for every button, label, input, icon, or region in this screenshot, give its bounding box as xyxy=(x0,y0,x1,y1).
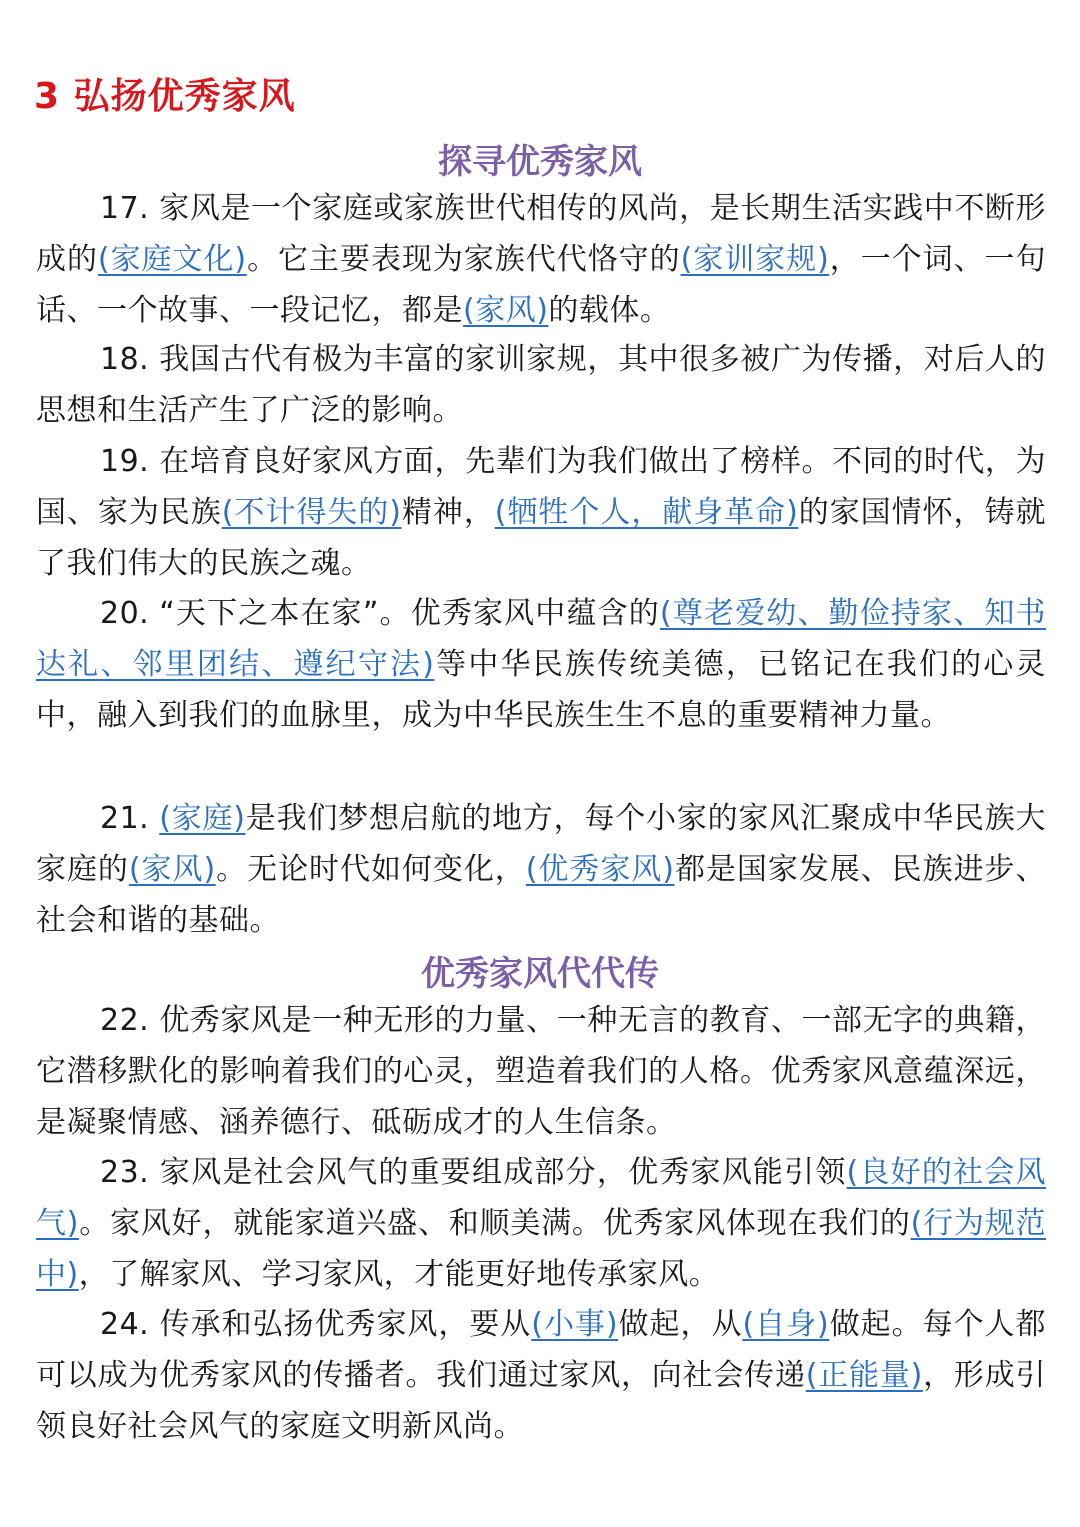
text-segment: 做起，从 xyxy=(618,1307,743,1342)
answer-blank: (家风) xyxy=(463,293,549,328)
text-segment: 做起。每个人都可以成为优秀家风的传播者。我们通过家风，向社会传递 xyxy=(36,1307,1047,1393)
text-segment: 优秀家风是一种无形的力量、一种无言的教育、一部无字的典籍，它潜移默化的影响着我们的心灵，塑造着我们的人格。优秀家风意蕴深远，是凝聚情感、涵养德行、砥砺成才的人生信条。 xyxy=(36,1003,1046,1140)
lesson-title: 3 弘扬优秀家风 xyxy=(34,76,296,117)
text-segment: 是我们梦想启航的地方，每个小家的家风汇聚成中华民族大家庭的 xyxy=(36,801,1046,887)
answer-blank: (家庭) xyxy=(159,801,246,836)
question-23 xyxy=(36,1147,1046,1300)
text-segment: 传承和弘扬优秀家风，要从 xyxy=(159,1307,532,1342)
text-segment: “天下之本在家”。优秀家风中蕴含的 xyxy=(159,596,660,631)
question-21 xyxy=(36,793,1046,946)
text-segment: ，形成引领良好社会风气的家庭文明新风尚。 xyxy=(36,1358,1047,1444)
answer-blank: (不计得失的) xyxy=(221,495,402,530)
text-segment: 。家风好，就能家道兴盛、和顺美满。优秀家风体现在我们的 xyxy=(79,1206,911,1241)
answer-blank: (小事) xyxy=(531,1307,619,1342)
question-number: 24. xyxy=(100,1307,150,1342)
answer-blank: (家训家规) xyxy=(680,242,830,277)
text-segment: 。无论时代如何变化， xyxy=(215,852,526,887)
answer-blank: (家庭文化) xyxy=(97,242,247,277)
answer-blank: (行为规范中) xyxy=(36,1206,1046,1292)
question-19 xyxy=(36,436,1046,589)
question-17 xyxy=(36,183,1046,336)
section-heading: 探寻优秀家风 xyxy=(438,142,642,182)
answer-blank: (正能量) xyxy=(805,1358,923,1393)
question-number: 19. xyxy=(100,444,150,479)
answer-blank: (牺牲个人，献身革命) xyxy=(494,495,799,530)
text-segment: ，了解家风、学习家风，才能更好地传承家风。 xyxy=(78,1257,720,1292)
text-segment: 家风是社会风气的重要组成部分，优秀家风能引领 xyxy=(159,1155,847,1190)
answer-blank: (自身) xyxy=(742,1307,830,1342)
text-segment: 的载体。 xyxy=(548,293,671,328)
answer-blank: (尊老爱幼、勤俭持家、知书达礼、邻里团结、遵纪守法) xyxy=(36,596,1046,682)
question-20 xyxy=(36,588,1046,741)
question-number: 21. xyxy=(100,801,150,836)
question-number: 22. xyxy=(100,1003,150,1038)
text-segment: 精神， xyxy=(401,495,495,530)
question-number: 23. xyxy=(100,1155,150,1190)
answer-blank: (优秀家风) xyxy=(525,852,675,887)
answer-blank: (良好的社会风气) xyxy=(36,1155,1046,1241)
question-number: 18. xyxy=(100,342,150,377)
section-heading: 优秀家风代代传 xyxy=(421,954,659,994)
text-segment: 在培育良好家风方面，先辈们为我们做出了榜样。不同的时代，为国、家为民族 xyxy=(36,444,1046,530)
question-22 xyxy=(36,995,1046,1148)
text-segment: 的家国情怀，铸就了我们伟大的民族之魂。 xyxy=(36,495,1046,581)
question-18 xyxy=(36,334,1046,436)
question-number: 17. xyxy=(100,191,150,226)
question-24 xyxy=(36,1299,1046,1452)
text-segment: 都是国家发展、民族进步、社会和谐的基础。 xyxy=(36,852,1047,938)
answer-blank: (家风) xyxy=(128,852,216,887)
text-segment: 家风是一个家庭或家族世代相传的风尚，是长期生活实践中不断形成的 xyxy=(36,191,1046,277)
text-segment: 等中华民族传统美德，已铭记在我们的心灵中，融入到我们的血脉里，成为中华民族生生不息的重要精神力量。 xyxy=(36,647,1046,733)
text-segment: 。它主要表现为家族代代恪守的 xyxy=(246,242,681,277)
text-segment: 我国古代有极为丰富的家训家规，其中很多被广为传播，对后人的思想和生活产生了广泛的影响。 xyxy=(36,342,1046,428)
question-number: 20. xyxy=(100,596,150,631)
text-segment: ，一个词、一句话、一个故事、一段记忆，都是 xyxy=(36,242,1047,328)
